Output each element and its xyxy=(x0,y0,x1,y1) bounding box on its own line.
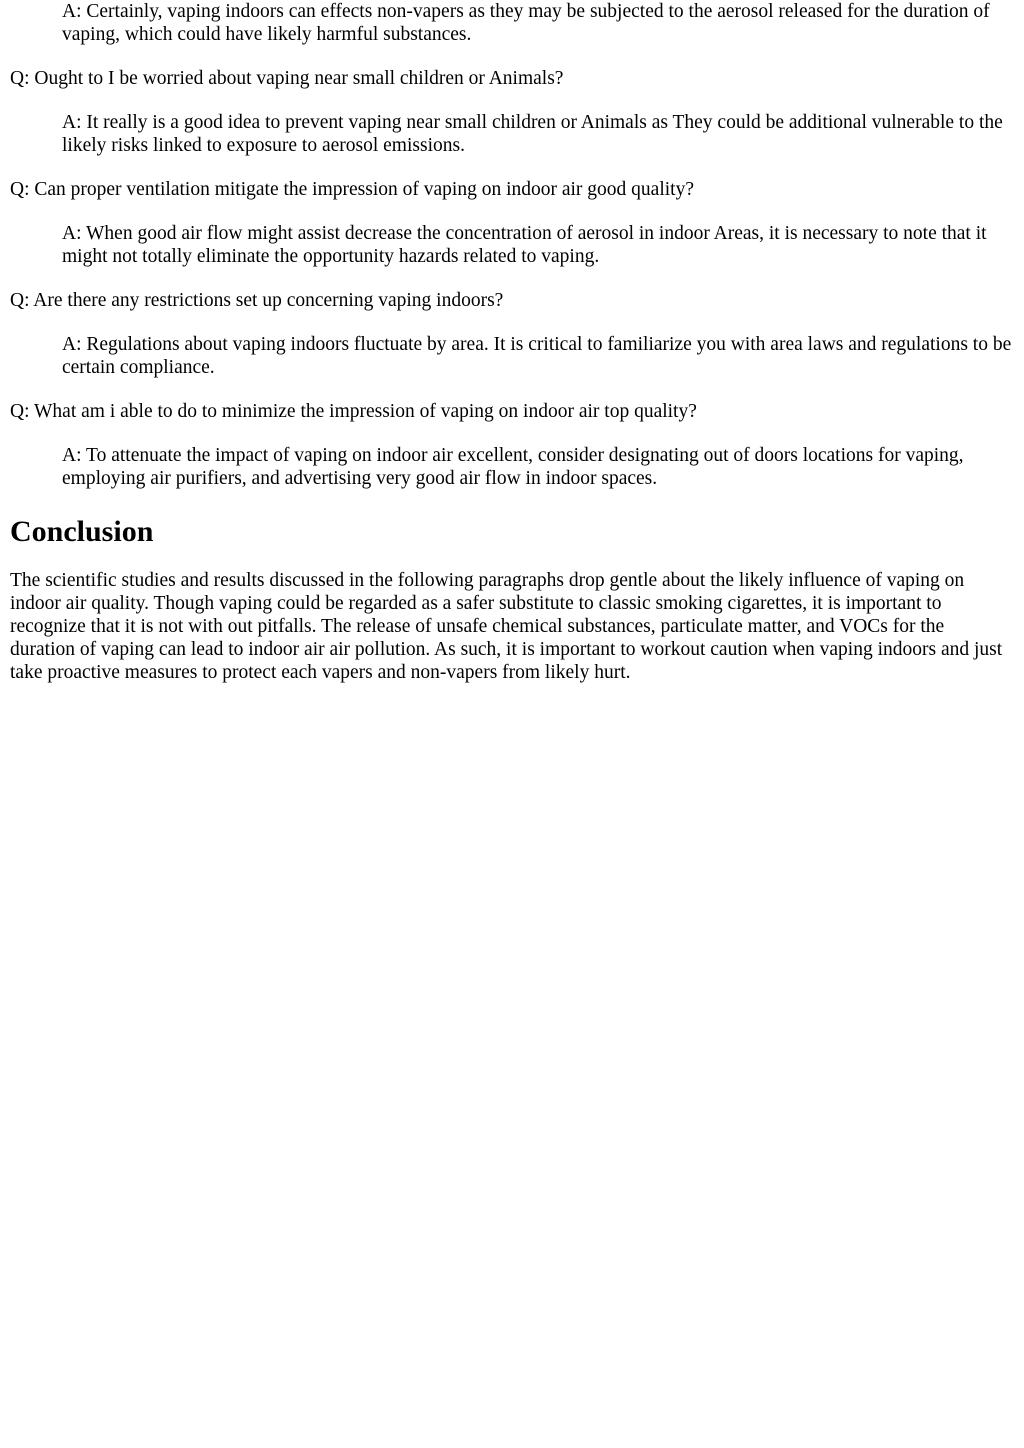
conclusion-paragraph: The scientific studies and results discussed in the following paragraphs drop gentle about the likely influence of vaping on indoor air quality. Though vaping could be regarded as a safer substitute to classic smoking cigarettes, it is important to recognize that it is not with out pitfalls. The release of unsafe chemical substances, particulate matter, and VOCs for the duration of vaping can lead to indoor air air pollution. As such, it is important to workout caution when vaping indoors and just take proactive measures to protect each vapers and non-vapers from likely hurt. xyxy=(10,570,1003,683)
faq-question: Q: Ought to I be worried about vaping near small children or Animals? xyxy=(10,68,564,89)
faq-answer: A: When good air flow might assist decrease the concentration of aerosol in indoor Areas, it is necessary to note that it might not totally eliminate the opportunity hazards related to vaping. xyxy=(62,223,987,267)
faq-answer: A: Certainly, vaping indoors can effects non-vapers as they may be subjected to the aerosol released for the duration of vaping, which could have likely harmful substances. xyxy=(62,1,990,45)
article-content xyxy=(0,0,1024,684)
faq-question: Q: Can proper ventilation mitigate the impression of vaping on indoor air good quality? xyxy=(10,179,694,200)
faq-answer: A: To attenuate the impact of vaping on indoor air excellent, consider designating out of doors locations for vaping, employing air purifiers, and advertising very good air flow in indoor spaces. xyxy=(62,445,964,489)
section-heading-conclusion: Conclusion xyxy=(10,515,154,548)
faq-question: Q: What am i able to do to minimize the impression of vaping on indoor air top quality? xyxy=(10,401,697,422)
faq-answer: A: Regulations about vaping indoors fluctuate by area. It is critical to familiarize you with area laws and regulations to be certain compliance. xyxy=(62,334,1012,378)
faq-answer: A: It really is a good idea to prevent vaping near small children or Animals as They could be additional vulnerable to the likely risks linked to exposure to aerosol emissions. xyxy=(62,112,1003,156)
faq-question: Q: Are there any restrictions set up concerning vaping indoors? xyxy=(10,290,504,311)
